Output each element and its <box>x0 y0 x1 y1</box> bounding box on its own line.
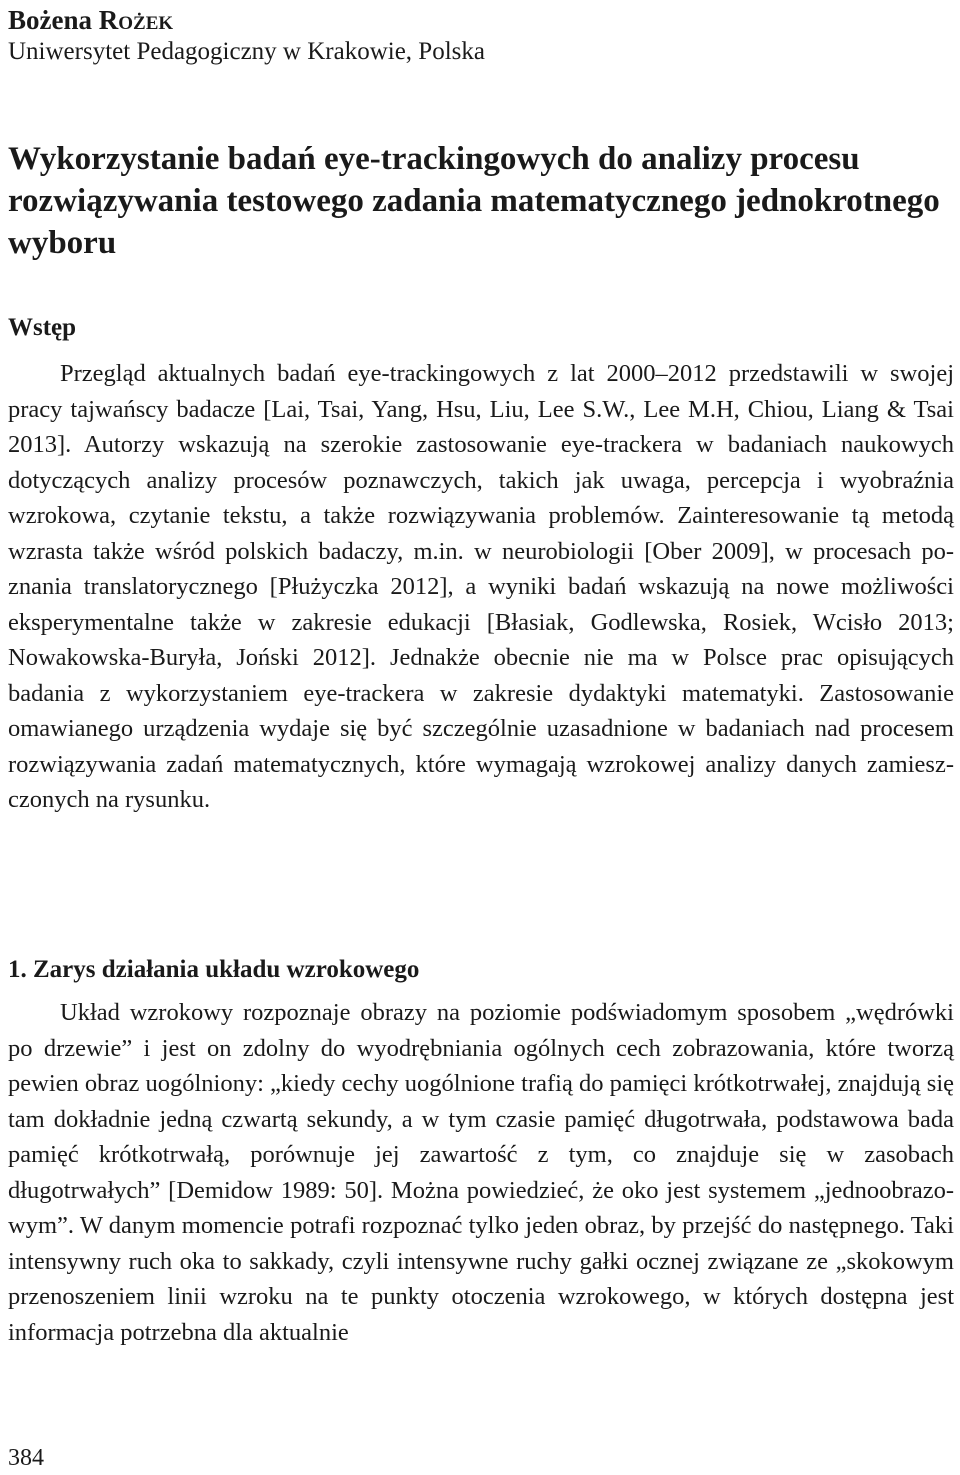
article-title: Wykorzystanie badań eye-trackingowych do analizy procesu rozwiązywania testowego zadania matematycznego jednokrotnego wyboru <box>8 141 940 261</box>
author-last-name: Rożek <box>98 5 174 35</box>
author-name <box>8 4 173 36</box>
visual-system-paragraph: Układ wzrokowy rozpoznaje obrazy na poziomie podświadomym sposobem „wędrówki po drzewie” i jest on zdolny do wyodrębniania ogólnych cech zobrazowania, które tworzą pewien obraz uogólniony: „kiedy cechy uogólnione trafią do pamięci krótkotrwałej, znajdują się tam dokładnie jedną czwartą sekundy, a w tym czasie pamięć długotrwała, podstawowa bada pamięć krótkotrwałą, porównuje jej zawartość z tym, co znajduje się w zasobach długotrwałych” [Demidow 1989: 50]. Można powiedzieć, że oko jest systemem „jednoobrazowym”. W danym momencie potrafi rozpoznać tylko jeden obraz, by przejść do następnego. Taki intensywny ruch oka to sakkady, czyli intensywne ruchy gałki ocznej związane ze „skokowym przenoszeniem linii wzroku na te punkty otoczenia wzrokowego, w których dostępna jest informacja potrzebna dla aktualnie <box>8 999 954 1346</box>
introduction-paragraph: Przegląd aktualnych badań eye-trackingowych z lat 2000–2012 przedstawili w swojej pracy tajwańscy badacze [Lai, Tsai, Yang, Hsu, Liu, Lee S.W., Lee M.H, Chiou, Liang & Tsai 2013]. Autorzy wskazują na szerokie zastosowanie eye-trackera w badaniach naukowych dotyczących analizy procesów poznawczych, takich jak uwaga, percepcja i wyobraźnia wzrokowa, czytanie tekstu, a także rozwiązywania problemów. Zainteresowanie tą metodą wzrasta także wśród polskich badaczy, m.in. w neurobiologii [Ober 2009], w procesach poznania translatorycznego [Płużyczka 2012], a wyniki badań wskazują na nowe możliwości eksperymentalne także w zakresie edukacji [Błasiak, Godlewska, Rosiek, Wcisło 2013; Nowakowska-Buryła, Joński 2012]. Jednakże obecnie nie ma w Polsce prac opisujących badania z wykorzystaniem eye-trackera w zakresie dydaktyki matematyki. Zastosowanie omawianego urządzenia wydaje się być szczególnie uzasadnione w badaniach nad procesem rozwiązywania zadań matematycznych, które wymagają wzrokowej analizy danych zamieszczonych na rysunku. <box>8 360 954 813</box>
author-first-name: Bożena <box>8 5 92 35</box>
section-heading-visual-system: 1. Zarys działania układu wzrokowego <box>8 956 420 983</box>
section-heading-introduction: Wstęp <box>8 314 77 341</box>
page-number: 384 <box>8 1445 44 1471</box>
author-affiliation: Uniwersytet Pedagogiczny w Krakowie, Polska <box>8 38 485 65</box>
